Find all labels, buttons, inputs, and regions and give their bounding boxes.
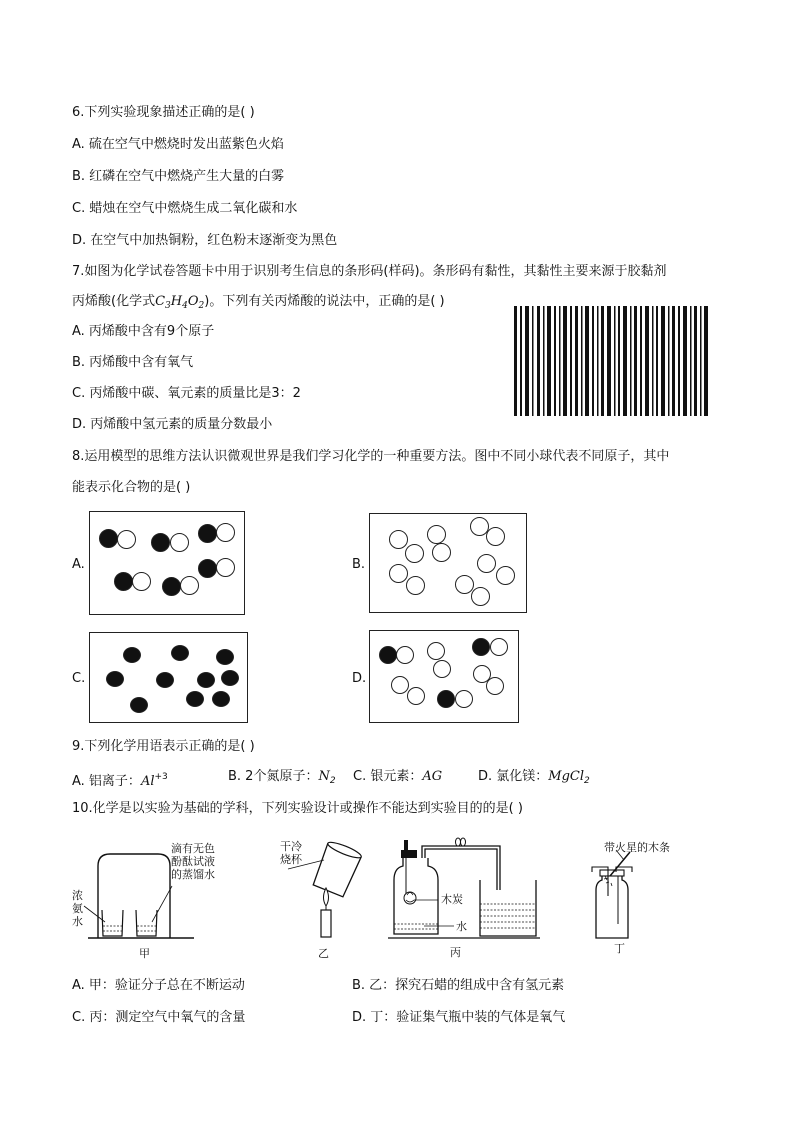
black-atom bbox=[221, 670, 239, 686]
q8-option-d-box bbox=[369, 630, 519, 723]
black-atom bbox=[171, 645, 189, 661]
q6-option-d: D. 在空气中加热铜粉，红色粉末逐渐变为黑色 bbox=[72, 233, 338, 248]
q8-stem-line1: 8.运用模型的思维方法认识微观世界是我们学习化学的一种重要方法。图中不同小球代表不同原子，其中 bbox=[72, 449, 670, 464]
q8-option-a-box bbox=[89, 511, 245, 615]
q9-stem: 9.下列化学用语表示正确的是( ) bbox=[72, 739, 255, 754]
black-atom bbox=[99, 529, 118, 548]
figure-caption-yi: 乙 bbox=[318, 947, 329, 960]
white-atom bbox=[407, 687, 425, 705]
q6-option-a: A. 硫在空气中燃烧时发出蓝紫色火焰 bbox=[72, 137, 284, 152]
q10-option-c: C. 丙：测定空气中氧气的含量 bbox=[72, 1010, 246, 1025]
black-atom bbox=[437, 690, 455, 708]
black-atom bbox=[198, 524, 217, 543]
q9-option-b: B. 2个氮原子：$N_2$ bbox=[228, 769, 336, 786]
black-atom bbox=[198, 559, 217, 578]
q7-option-b: B. 丙烯酸中含有氧气 bbox=[72, 355, 194, 370]
white-atom bbox=[405, 544, 424, 563]
white-atom bbox=[406, 576, 425, 595]
white-atom bbox=[180, 576, 199, 595]
black-atom bbox=[123, 647, 141, 663]
white-atom bbox=[471, 587, 490, 606]
figure-caption-jia: 甲 bbox=[139, 947, 150, 960]
q7-option-c: C. 丙烯酸中碳、氧元素的质量比是3：2 bbox=[72, 386, 301, 401]
q9-option-a: A. 铝离子：$Al^{+3}$ bbox=[72, 772, 168, 789]
figure-yi: 干冷 烧杯 乙 bbox=[280, 836, 370, 961]
black-atom bbox=[379, 646, 397, 664]
white-atom bbox=[433, 660, 451, 678]
q8-option-b-box bbox=[369, 513, 527, 613]
black-atom bbox=[186, 691, 204, 707]
black-atom bbox=[212, 691, 230, 707]
white-atom bbox=[389, 564, 408, 583]
q7-stem-line1: 7.如图为化学试卷答题卡中用于识别考生信息的条形码(样码)。条形码有黏性，其黏性主要来源于胶黏剂 bbox=[72, 264, 667, 279]
white-atom bbox=[216, 558, 235, 577]
q8-label-a: A. bbox=[72, 557, 85, 572]
white-atom bbox=[170, 533, 189, 552]
white-atom bbox=[427, 525, 446, 544]
black-atom bbox=[130, 697, 148, 713]
figure-jia: 浓 氨 水 滴有无色 酚酞试液 的蒸馏水 甲 bbox=[72, 836, 207, 961]
q7-option-a: A. 丙烯酸中含有9个原子 bbox=[72, 324, 215, 339]
figure-bing: 木炭 水 丙 bbox=[388, 832, 543, 961]
black-atom bbox=[151, 533, 170, 552]
white-atom bbox=[486, 677, 504, 695]
white-atom bbox=[132, 572, 151, 591]
white-atom bbox=[490, 638, 508, 656]
q6-option-c: C. 蜡烛在空气中燃烧生成二氧化碳和水 bbox=[72, 201, 298, 216]
figure-caption-ding: 丁 bbox=[614, 942, 625, 955]
q10-stem: 10.化学是以实验为基础的学科，下列实验设计或操作不能达到实验目的的是( ) bbox=[72, 801, 523, 816]
white-atom bbox=[427, 642, 445, 660]
q10-option-d: D. 丁：验证集气瓶中装的气体是氧气 bbox=[352, 1010, 566, 1025]
white-atom bbox=[477, 554, 496, 573]
q7-option-d: D. 丙烯酸中氢元素的质量分数最小 bbox=[72, 417, 273, 432]
q6-option-b: B. 红磷在空气中燃烧产生大量的白雾 bbox=[72, 169, 285, 184]
white-atom bbox=[396, 646, 414, 664]
black-atom bbox=[216, 649, 234, 665]
black-atom bbox=[114, 572, 133, 591]
white-atom bbox=[391, 676, 409, 694]
q8-label-d: D. bbox=[352, 671, 367, 686]
q8-label-c: C. bbox=[72, 671, 86, 686]
white-atom bbox=[216, 523, 235, 542]
q9-option-d: D. 氯化镁：MgCl$_2$ bbox=[478, 769, 590, 786]
white-atom bbox=[486, 527, 505, 546]
q8-stem-line2: 能表示化合物的是( ) bbox=[72, 480, 191, 495]
black-atom bbox=[472, 638, 490, 656]
barcode-image bbox=[514, 306, 710, 416]
q9-option-c: C. 银元素：AG bbox=[353, 769, 443, 784]
q8-label-b: B. bbox=[352, 557, 366, 572]
white-atom bbox=[496, 566, 515, 585]
q7-stem-line2: 丙烯酸(化学式$C_3H_4O_2$)。下列有关丙烯酸的说法中，正确的是( ) bbox=[72, 294, 445, 311]
white-atom bbox=[117, 530, 136, 549]
black-atom bbox=[162, 577, 181, 596]
acrylic-acid-formula: $C_3H_4O_2$ bbox=[155, 294, 205, 311]
white-atom bbox=[455, 690, 473, 708]
black-atom bbox=[197, 672, 215, 688]
white-atom bbox=[389, 530, 408, 549]
figure-caption-bing: 丙 bbox=[450, 946, 461, 959]
white-atom bbox=[432, 543, 451, 562]
black-atom bbox=[106, 671, 124, 687]
q8-option-c-box bbox=[89, 632, 248, 723]
q10-option-b: B. 乙：探究石蜡的组成中含有氢元素 bbox=[352, 978, 565, 993]
figure-ding: 带火星的木条 丁 bbox=[586, 836, 716, 961]
q6-stem: 6.下列实验现象描述正确的是( ) bbox=[72, 105, 255, 120]
q10-option-a: A. 甲：验证分子总在不断运动 bbox=[72, 978, 245, 993]
black-atom bbox=[156, 672, 174, 688]
